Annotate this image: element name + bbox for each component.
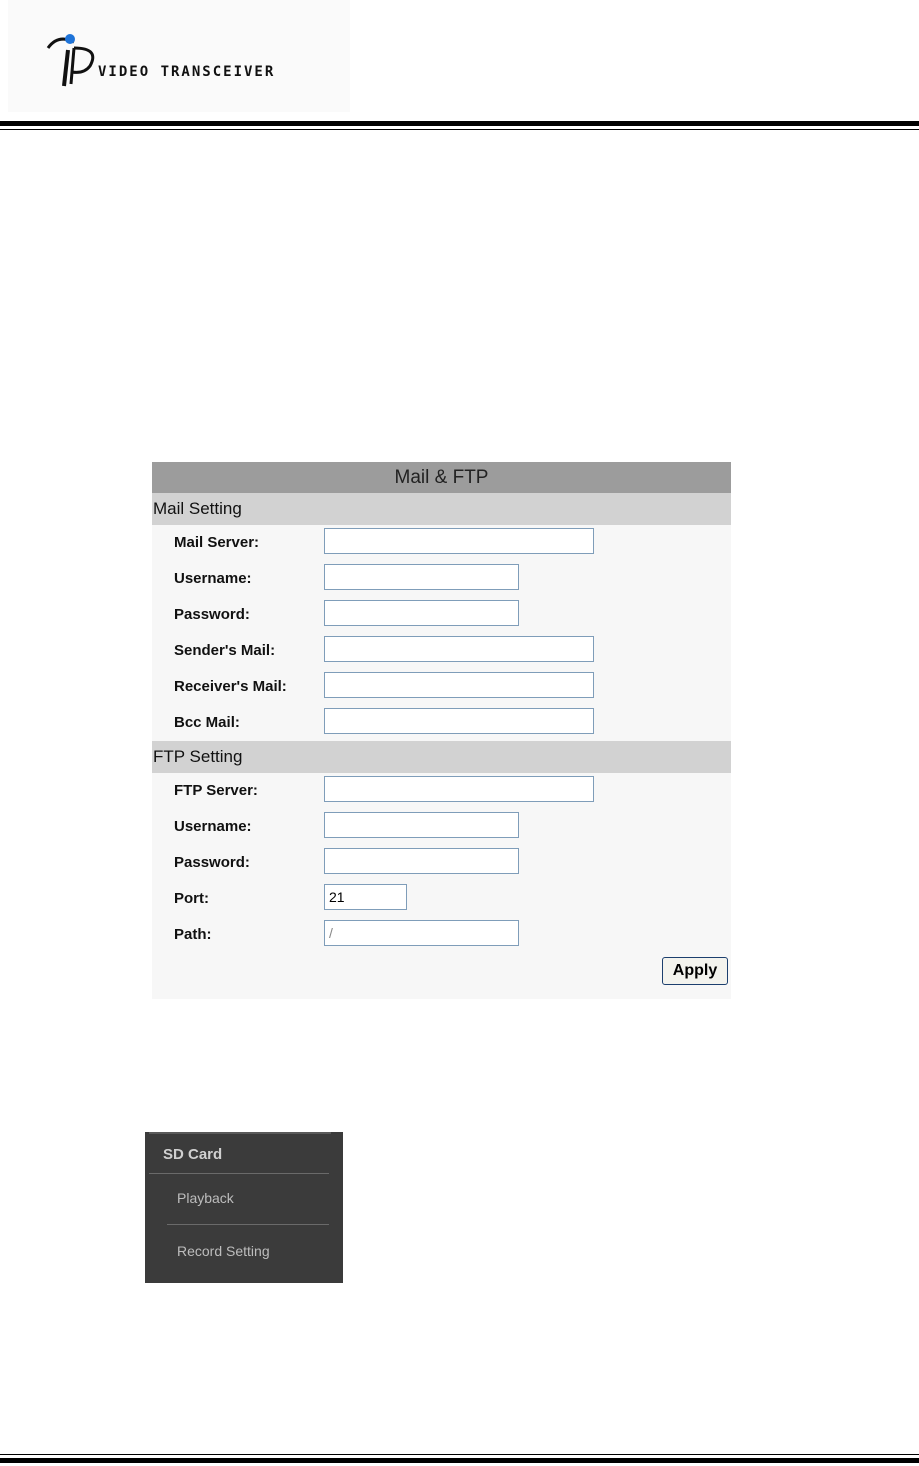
bcc-mail-label: Bcc Mail:: [174, 714, 240, 731]
menu-top-divider: [149, 1132, 331, 1134]
ftp-setting-heading: FTP Setting: [152, 741, 731, 773]
ftp-password-row: [152, 845, 731, 881]
ftp-server-row: [152, 773, 731, 809]
ip-logo-icon: [44, 30, 104, 92]
sd-card-heading: SD Card: [163, 1146, 223, 1163]
bcc-mail-input[interactable]: [324, 708, 594, 734]
ftp-port-row: [152, 881, 731, 917]
mail-server-input[interactable]: [324, 528, 594, 554]
menu-item-playback[interactable]: Playback: [177, 1190, 234, 1206]
ftp-username-label: Username:: [174, 818, 252, 835]
mail-username-input[interactable]: [324, 564, 519, 590]
receiver-mail-label: Receiver's Mail:: [174, 678, 287, 695]
sender-mail-input[interactable]: [324, 636, 594, 662]
brand-text: VIDEO TRANSCEIVER: [98, 64, 276, 80]
ftp-username-input[interactable]: [324, 812, 519, 838]
sd-card-menu: [145, 1132, 343, 1283]
footer-rule: [0, 1458, 919, 1463]
ftp-server-input[interactable]: [324, 776, 594, 802]
logo: [8, 0, 350, 112]
ftp-username-row: [152, 809, 731, 845]
mail-server-row: [152, 525, 731, 561]
mail-ftp-panel: [152, 462, 731, 999]
ftp-password-input[interactable]: [324, 848, 519, 874]
header-rule: [0, 121, 919, 126]
mail-setting-heading: Mail Setting: [152, 493, 731, 525]
header-rule-thin: [0, 129, 919, 130]
footer-rule-thin: [0, 1454, 919, 1455]
ftp-password-label: Password:: [174, 854, 250, 871]
mail-username-row: [152, 561, 731, 597]
receiver-mail-row: [152, 669, 731, 705]
ftp-path-label: Path:: [174, 926, 212, 943]
mail-password-label: Password:: [174, 606, 250, 623]
ftp-port-label: Port:: [174, 890, 209, 907]
menu-divider: [149, 1173, 329, 1174]
apply-button[interactable]: Apply: [662, 957, 728, 985]
mail-password-input[interactable]: [324, 600, 519, 626]
ftp-path-input[interactable]: [324, 920, 519, 946]
mail-username-label: Username:: [174, 570, 252, 587]
ftp-path-row: [152, 917, 731, 953]
mail-password-row: [152, 597, 731, 633]
ftp-server-label: FTP Server:: [174, 782, 258, 799]
bcc-mail-row: [152, 705, 731, 741]
panel-title: Mail & FTP: [152, 462, 731, 493]
sender-mail-label: Sender's Mail:: [174, 642, 276, 659]
menu-divider: [167, 1224, 329, 1225]
menu-item-record-setting[interactable]: Record Setting: [177, 1243, 270, 1259]
sender-mail-row: [152, 633, 731, 669]
receiver-mail-input[interactable]: [324, 672, 594, 698]
ftp-port-input[interactable]: [324, 884, 407, 910]
mail-server-label: Mail Server:: [174, 534, 260, 551]
